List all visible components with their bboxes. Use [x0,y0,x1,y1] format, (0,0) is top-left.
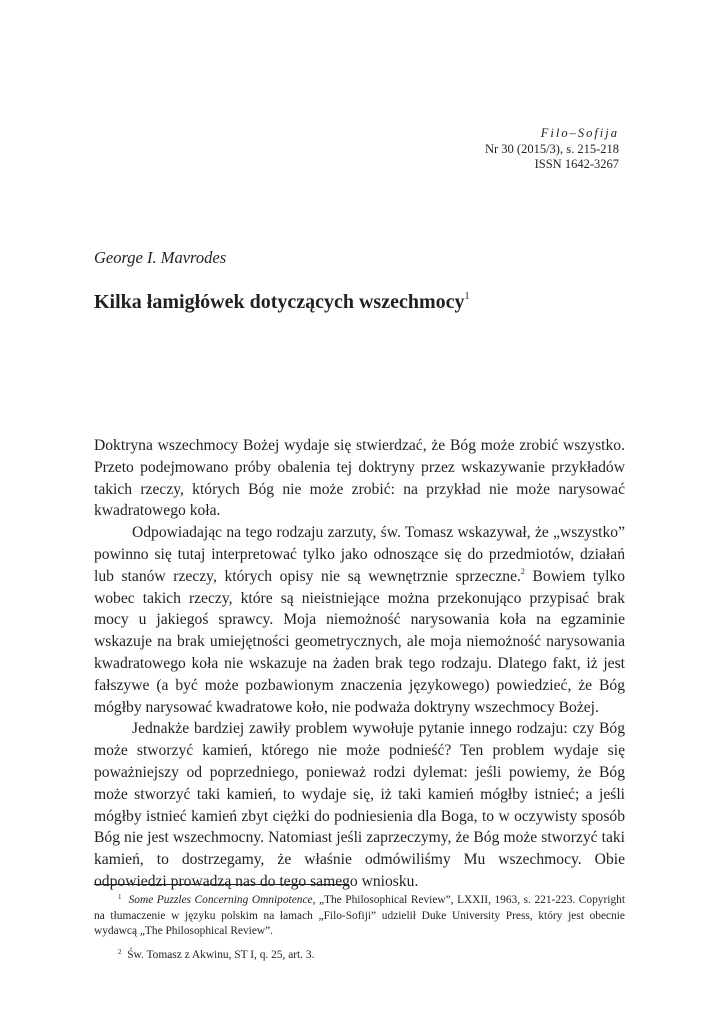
footnote-ref-1[interactable]: 1 [464,291,470,302]
footnote-1-indent [94,894,118,906]
article-title-text: Kilka łamigłówek dotyczących wszechmocy [94,291,465,313]
footnote-2-mark: 2 [118,948,122,956]
footnote-2-text: Św. Tomasz z Akwinu, ST I, q. 25, art. 3. [127,949,315,961]
journal-name: Filo–Sofija [540,126,619,140]
paragraph-1: Doktryna wszechmocy Bożej wydaje się stwierdzać, że Bóg może zrobić wszystko. Przeto podejmowano próby obalenia tej doktryny przez wskazywanie przykładów takich rzeczy, których Bóg nie może zrobić: na przykład nie może narysować kwadratowego koła. [94,437,625,520]
footnote-2 [94,948,625,964]
footnote-1-text: , „The Philosophical Review”, LXXII, 1963, s. 221-223. Copyright na tłumaczenie w języku polskim na łamach „Filo-Sofiji” udzielił Duke University Press, który jest obecnie wydawcą „The Philosophical Review”. [94,894,625,938]
paragraph-2-part-2: Bowiem tylko wobec takich rzeczy, które są nieistniejące można przekonująco przypisać brak mocy u jakiegoś sprawcy. Moja niemożność narysowania koła na egzaminie wskazuje na brak umiejętności geometrycznych, ale moja niemożność narysowania kwadratowego koła nie wskazuje na żaden brak tego rodzaju. Dlatego fakt, iż jest fałszywe (a być może pozbawionym znaczenia językowego) powiedzieć, że Bóg mógłby narysować kwadratowe koło, nie podważa doktryny wszechmocy Bożej. [94,567,625,716]
paragraph-2 [94,522,625,718]
paragraph-3: Jednakże bardziej zawiły problem wywołuje pytanie innego rodzaju: czy Bóg może stworzyć kamień, którego nie może podnieść? Ten problem wydaje się poważniejszy od poprzedniego, ponieważ rodzi dylemat: jeśli powiemy, że Bóg może stworzyć taki kamień, to wydaje się, iż taki kamień mógłby istnieć; a jeśli mógłby istnieć kamień zbyt ciężki do podniesienia dla Boga, to w oczywisty sposób Bóg nie jest wszechmocny. Natomiast jeśli zaprzeczymy, że Bóg może stworzyć taki kamień, to dostrzegamy, że właśnie odmówiliśmy Mu wszechmocy. Obie odpowiedzi prowadzą nas do tego samego wniosku. [94,720,625,890]
footnote-1 [94,893,625,940]
footnote-separator [94,884,349,885]
article-body [94,435,625,893]
journal-header [485,126,619,173]
article-title [94,291,470,314]
footnote-ref-2[interactable]: 2 [520,566,525,576]
footnote-1-title: Some Puzzles Concerning Omnipotence [128,894,313,906]
paragraph-2-part-1: Odpowiadając na tego rodzaju zarzuty, św. Tomasz wskazywał, że „wszystko” powinno się tutaj interpretować tylko jako odnoszące się do przedmiotów, działań lub stanów rzeczy, których opisy nie są wewnętrznie sprzeczne. [94,524,625,585]
journal-issue: Nr 30 (2015/3), s. 215-218 [484,141,619,156]
journal-issn: ISSN 1642-3267 [534,157,619,171]
footnote-1-mark: 1 [118,893,122,901]
author-name: George I. Mavrodes [94,248,227,267]
footnote-2-indent [94,949,118,961]
